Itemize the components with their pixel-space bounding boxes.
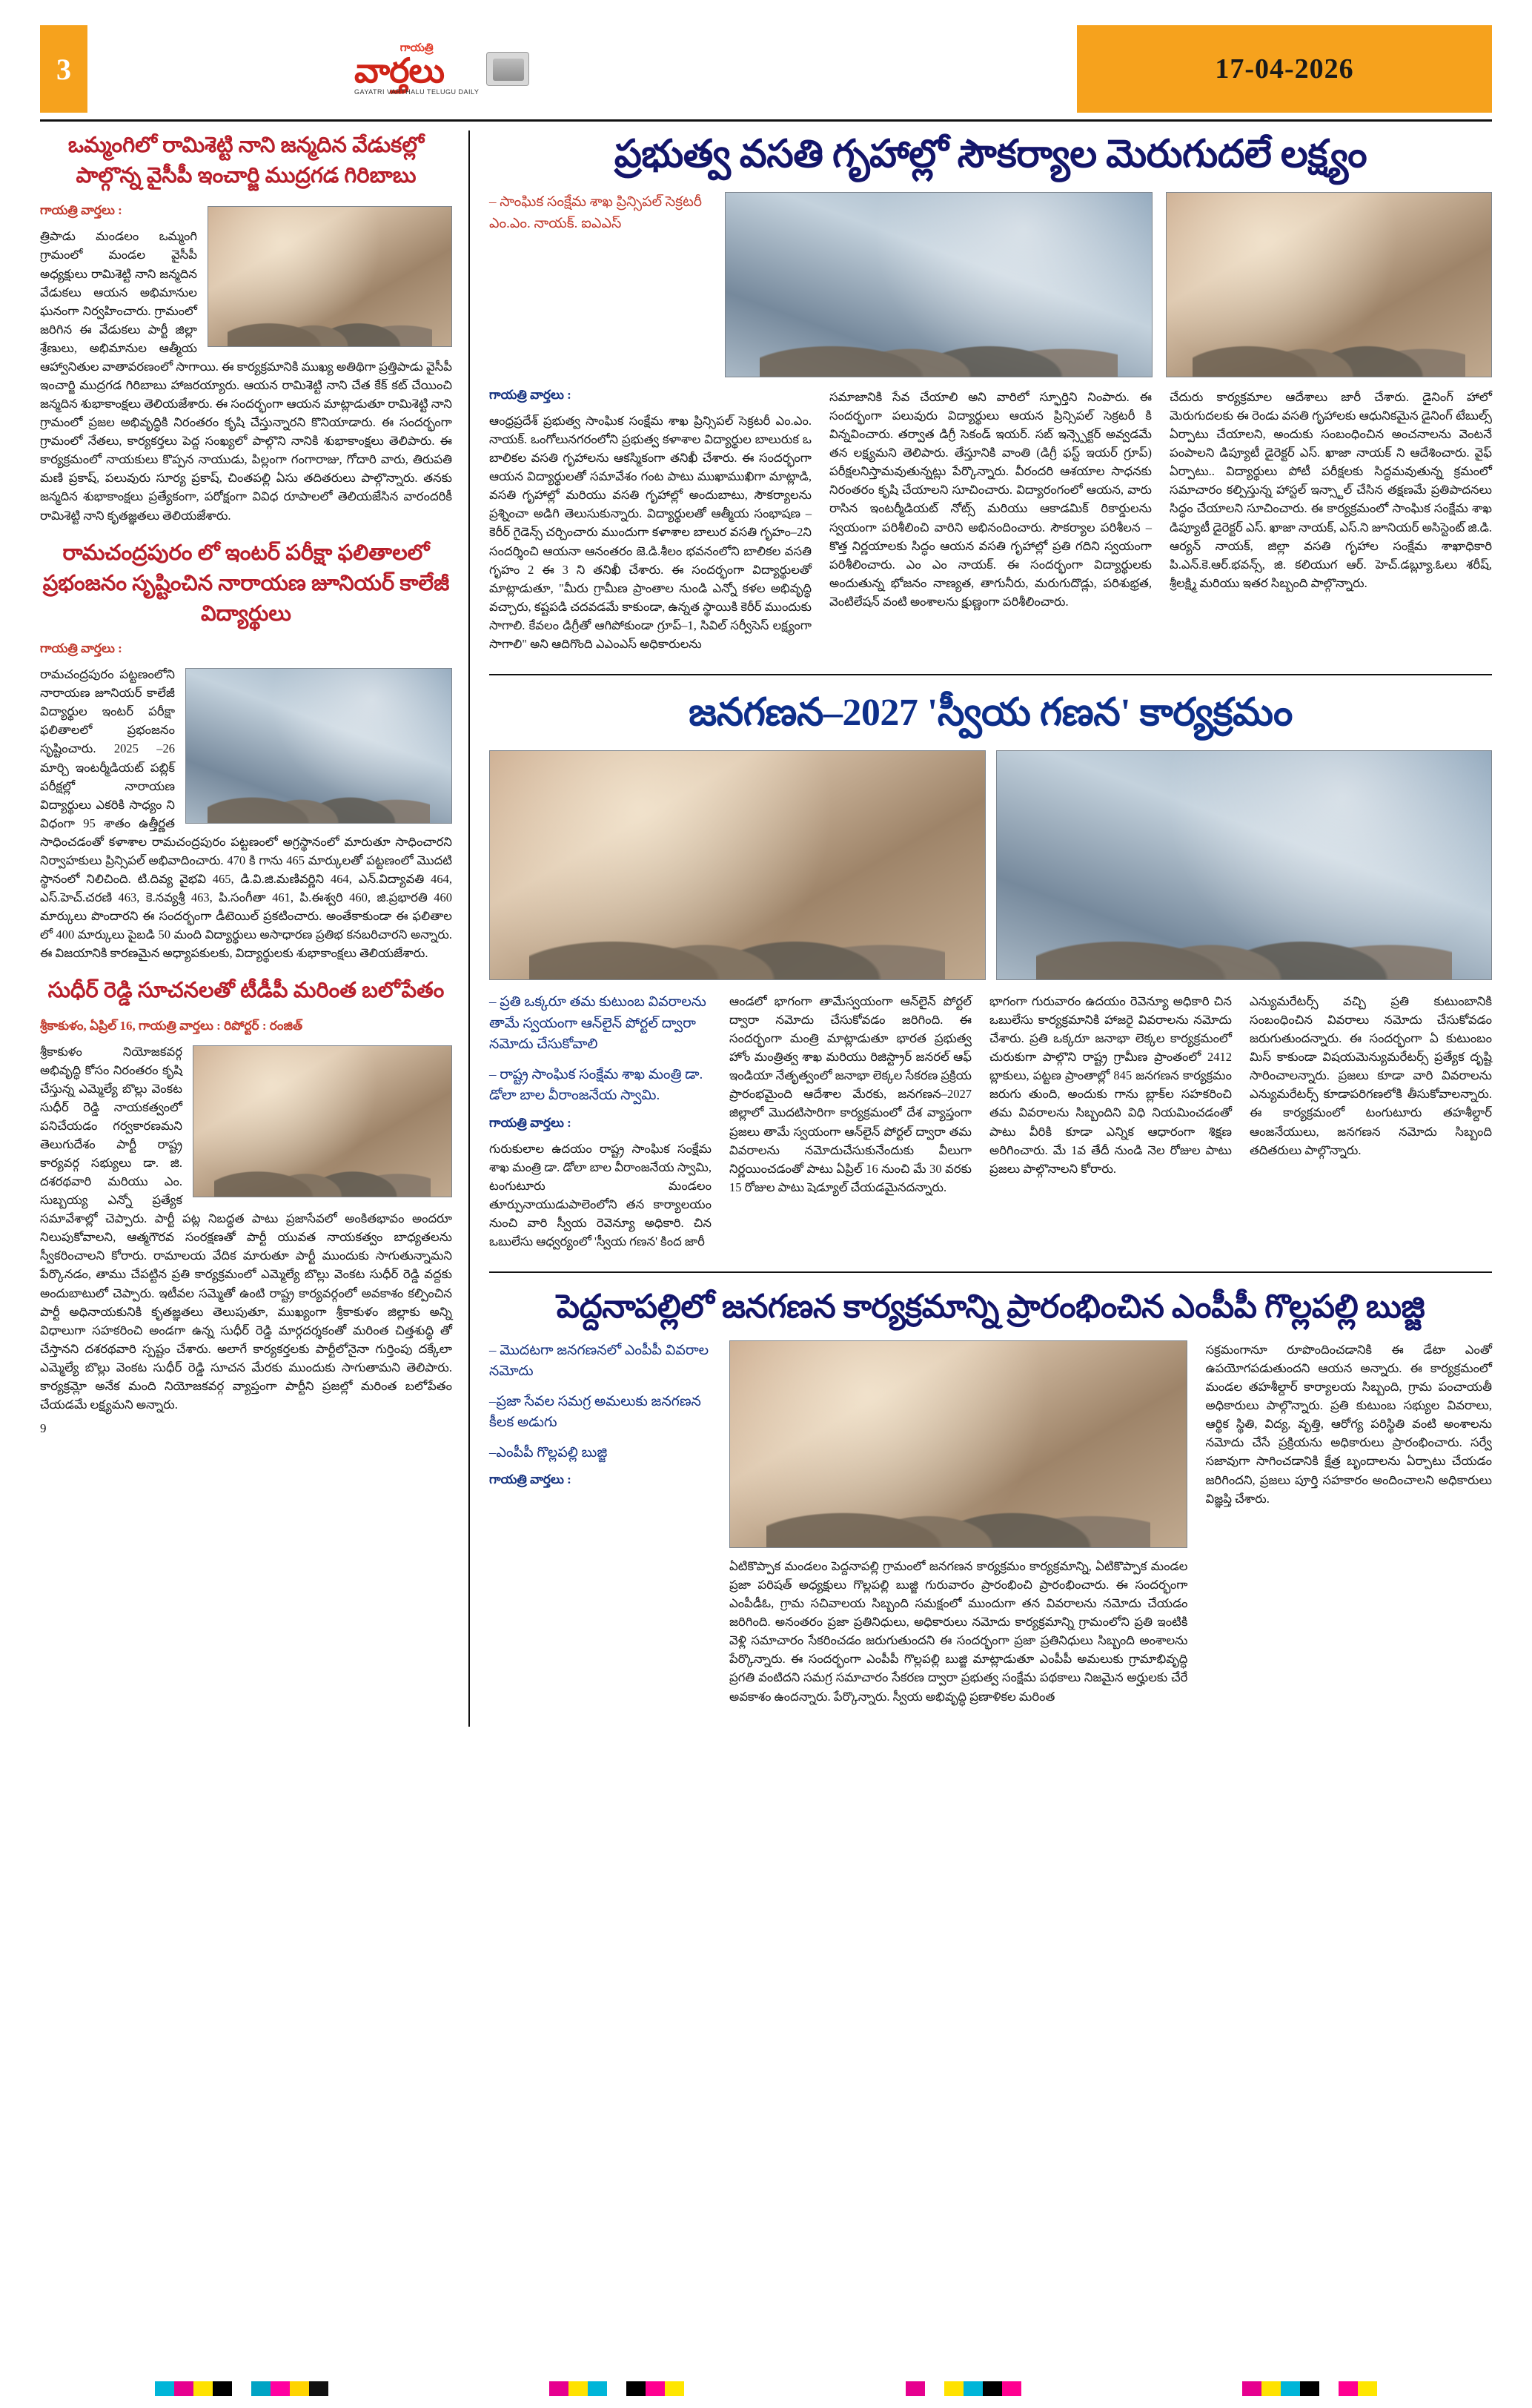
color-swatch <box>646 2381 665 2396</box>
color-swatch <box>1002 2381 1021 2396</box>
colorbar-group-4 <box>1242 2381 1377 2396</box>
census-credit: గాయత్రి వార్తలు : <box>489 1115 571 1130</box>
left-column <box>40 130 470 1727</box>
logo-top-text: గాయత్రి <box>399 42 434 54</box>
article-census-2027 <box>489 689 1492 1258</box>
main-photo-2 <box>1166 192 1492 377</box>
mpp-headline: పెద్దనాపల్లిలో జనగణన కార్యక్రమాన్ని ప్రారంభించిన ఎంపీపీ గొల్లపల్లి బుజ్జి <box>556 1288 1425 1325</box>
logo-main-text: వార్తలు <box>354 51 445 90</box>
census-body-col1: గురుకులాల ఉదయం రాష్ట్ర సాంఘిక సంక్షేమ శాఖ మంత్రి డా. డోలా బాల వీరాంజనేయ స్వామి, టంగుటూరు మండలం తూర్పునాయుడుపాలెంలోని తన కార్యాలయం నుంచి వారి స్వీయ రెవెన్యూ అధికారి. చిన ఒబులేసు ఆధ్వర్యంలో 'స్వీయ గణన' కింద జారీ <box>489 1141 712 1248</box>
census-body-col2: ఆండలో భాగంగా తామేస్వయంగా ఆన్‌లైన్ పోర్టల్ ద్వారా నమోదు చేసుకోవడం జరిగింది. ఈ సందర్భంగా మంత్రి మాట్లాడుతూ భారత ప్రభుత్వ హోం మంత్రిత్వ శాఖ మరియు రిజిస్ట్రార్ జనరల్ ఆఫ్ ఇండియా నేతృత్వంలో జనాభా లెక్కల సేకరణ ప్రక్రియ ప్రారంభమైంది ఆదేశాల మేరకు, జనగణన–2027 జిల్లాలో మొదటిసారిగా కార్యక్రమంలో దేశ వ్యాప్తంగా ప్రజలు తామే స్వయంగా ఆన్‌లైన్ పోర్టల్ ద్వారా తమ వివరాలను నమోదుచేసుకునేందుకు వీలుగా నిర్ణయించడంతో పాటు ఏప్రిల్ 16 నుంచి మే 30 వరకు 15 రోజుల పాటు షెడ్యూల్ చేయడమైనదన్నారు. <box>729 994 972 1194</box>
color-swatch <box>1261 2381 1281 2396</box>
color-swatch <box>1242 2381 1261 2396</box>
article-hostel-facilities <box>489 130 1492 661</box>
masthead-logo <box>87 25 1077 113</box>
article1-photo <box>208 206 452 347</box>
color-swatch <box>251 2381 271 2396</box>
main-credit: గాయత్రి వార్తలు : <box>489 388 571 402</box>
census-photo-2 <box>996 750 1493 980</box>
color-calibration-bars <box>0 2381 1532 2396</box>
color-swatch <box>213 2381 232 2396</box>
mpp-body-col1: ఏటికొప్పాక మండలం పెద్దనాపల్లి గ్రామంలో జనగణన కార్యక్రమం కార్యక్రమాన్ని, ఏటికొప్పాక మండల ప్రజా పరిషత్ అధ్యక్షులు గొల్లపల్లి బుజ్జి గురువారం ప్రారంభించి ప్రారంభించారు. ఈ సందర్భంగా ఎంపీడీఓ, గ్రామ సచివాలయ సిబ్బంది సమక్షంలో ముందుగా తన వివరాలను నమోదు చేయడం జరిగింది. అనంతరం ప్రజా ప్రతినిధులు, అధికారులు నమోదు కార్యక్రమాన్ని గ్రామంలోని ప్రతి ఇంటికి వెళ్లి సమాచారం సేకరించడం జరుగుతుందని ఈ సందర్భంగా ప్రజా ప్రతినిధులు సిబ్బంది అంశాలను పేర్కొన్నారు. ఈ సందర్భంగా ఎంపీపీ గొల్లపల్లి బుజ్జి మాట్లాడుతూ ఎంపీపీ అమలుకు గ్రామాభివృద్ధి ప్రగతి వంటిదని సమగ్ర సమాచారం సేకరణ ద్వారా ప్రభుత్వ సంక్షేమ పథకాలు నిజమైన అర్హులకు చేరే అవకాశం ఉందన్నారు. పేర్కొన్నారు. స్వీయ అభివృద్ధి ప్రణాళికల మరింత <box>729 1558 1188 1704</box>
color-swatch <box>174 2381 193 2396</box>
color-swatch <box>1358 2381 1377 2396</box>
article1-body: త్రిపాడు మండలం ఒమ్మంగి గ్రామంలో మండల వైసీపీ అధ్యక్షులు రామిశెట్టి నాని జన్మదిన వేడుకలు ఆయన అభిమానుల ఘనంగా నిర్వహించారు. గ్రామంలో జరిగిన ఈ వేడుకలు పార్టీ జిల్లా శ్రేణులు, అభిమానుల ఆత్మీయ ఆహ్వానితుల వాతావరణంలో సాగాయి. ఈ కార్యక్రమానికి ముఖ్య అతిథిగా ప్రత్తిపాడు వైసీపీ ఇంచార్జి ముద్రగడ గిరిబాబు హాజరయ్యారు. ఆయన రామిశెట్టి నాని చేత కేక్ కట్ చేయించి జన్మదిన శుభాకాంక్షలు తెలియజేశారు. ఈ సందర్భంగా ఆయన మాట్లాడుతూ రామిశెట్టి నాని గ్రామంలో ప్రజల అభివృద్ధికి నిరంతరం కృషి చేస్తున్నారని కొనియాడారు. ఈ సందర్భంగా గ్రామంలో నేతలు, కార్యకర్తలు పెద్ద సంఖ్యలో పాల్గొని నానికి శుభాకాంక్షలు తెలిపారు. ఈ కార్యక్రమంలో నాయకులు కొప్పన నాయుడు, పిల్లంగా గంగారాజు, గోదారి వారు, తిరుపతి మణి ప్రకాష్, పలువురు సూర్య ప్రకాష్, చింతపల్లి ఏసు తదితరులు పాల్గొన్నారు. తనకు జన్మదిన శుభాకాంక్షలు ప్రత్యేకంగా, పరోక్షంగా వివిధ రూపాలలో తెలియజేసిన వారందరికీ రామిశెట్టి నాని కృతజ్ఞతలు తెలియజేశారు. <box>40 229 452 523</box>
census-photos <box>489 750 1492 980</box>
article3-credit: శ్రీకాకుళం, ఏప్రిల్ 16, గాయత్రి వార్తలు : రిపోర్టర్ : రంజిత్ <box>40 1018 303 1033</box>
page-number: 3 <box>40 25 87 113</box>
article-narayana-results <box>40 538 452 963</box>
color-swatch <box>906 2381 925 2396</box>
right-column <box>470 130 1492 1727</box>
color-swatch <box>232 2381 251 2396</box>
color-swatch <box>665 2381 684 2396</box>
main-body-col2: సమాజానికి సేవ చేయాలి అని వారిలో స్ఫూర్తిని నింపారు. ఈ సందర్భంగా పలువురు విద్యార్థులు ఆయన ప్రిన్సిపల్ సెక్రటరీ కి విన్నవించారు. తర్వాత డిగ్రీ సెకండ్ ఇయర్. సబ్ ఇన్స్పెక్టర్ అవ్వడమే తన లక్ష్యమని తెలిపారు. తేస్తూనికి వాంతి (డిగ్రీ ఫస్ట్ ఇయర్ గ్రూప్) పరీక్షలనిస్తామవుతున్నట్లు పేర్కొన్నారు. వీరందరి ఆశయాల సాధనకు నిరంతరం కృషి చేయాలని సూచించారు. విద్యారంగంలో ఆయన, వారు రాసిన ఇంటర్మీడియట్ నోట్స్ మరియు ఆకాడమిక్ రికార్డులను స్వయంగా పరిశీలించి వారిని అభినందించారు. సౌకర్యాల పరిశీలన – కొత్త నిర్ణయాలకు సిద్ధం ఆయన వసతి గృహాల్లో ప్రతి గదిని స్వయంగా పరిశీలించారు. ఎం ఎం నాయక్. ఈ సందర్భంగా విద్యార్థులకు అందుతున్న భోజనం నాణ్యత, తాగునీరు, మరుగుదొడ్లు, పరిశుభ్రత, వెంటిలేషన్ వంటి అంశాలను క్షుణ్ణంగా పరిశీలించారు. <box>829 390 1152 609</box>
census-body-col4: ఎన్యుమరేటర్స్ వచ్చి ప్రతి కుటుంబానికి సంబంధించిన వివరాలు నమోదు చేసుకోవడం జరుగుతుందన్నారు. ఈ సందర్భంగా ఏ కుటుంబం మిస్ కాకుండా విషయమెన్యుమరేటర్స్ ప్రత్యేక దృష్టి సారించాలన్నారు. ప్రజలు కూడా వారి వివరాలను ఎన్యుమరేటర్స్ కూడాపరిగణలోకి తీసుకోవాలన్నారు. ఈ కార్యక్రమంలో టంగుటూరు తహశీల్దార్ ఆంజనేయులు, జనగణన నమోదు సిబ్బంది తదితరులు పాల్గొన్నారు. <box>1250 994 1492 1157</box>
article2-headline: రామచంద్రపురం లో ఇంటర్ పరీక్షా ఫలితాలలో ప్రభంజనం సృష్టించిన నారాయణ జూనియర్ కాలేజీ విద్యార్థులు <box>42 540 450 626</box>
mpp-byline-2: –ప్రజా సేవల సమగ్ర అమలుకు జనగణన కీలక అడుగు <box>489 1393 701 1431</box>
logo-subtitle: GAYATRI VARTHALU TELUGU DAILY <box>354 87 480 96</box>
page-content <box>40 130 1492 1727</box>
color-swatch <box>964 2381 983 2396</box>
main-headline: ప్రభుత్వ వసతి గృహాల్లో సౌకర్యాల మెరుగుదలే లక్ష్యం <box>614 133 1367 176</box>
section-divider-2 <box>489 1271 1492 1273</box>
color-swatch <box>925 2381 944 2396</box>
color-swatch <box>568 2381 588 2396</box>
color-swatch <box>607 2381 626 2396</box>
color-swatch <box>1300 2381 1319 2396</box>
color-swatch <box>271 2381 290 2396</box>
mpp-photo <box>729 1340 1187 1548</box>
color-swatch <box>155 2381 174 2396</box>
main-photo-1 <box>725 192 1153 377</box>
article3-body: శ్రీకాకుళం నియోజకవర్గ అభివృద్ధి కోసం నిరంతరం కృషి చేస్తున్న ఎమ్మెల్యే బొల్లు వెంకట సుధీర్ రెడ్డి నాయకత్వంలో పనిచేయడం గర్వకారణమని తెలుగుదేశం పార్టీ రాష్ట్ర కార్యవర్గ సభ్యులు డా. జి. దశరథవారి మరియు ఎం. సుబ్బయ్య ఎన్నో ప్రత్యేక సమావేశాల్లో చెప్పారు. పార్టీ పట్ల నిబద్ధత పాటు ప్రజాసేవలో అంకితభావం అందరూ నిలుపుకోవాలని, ఆత్మగౌరవ సంరక్షణతో పార్టీ యువత నాయకత్వం బాధ్యతలను స్వీకరించాలని కోరారు. రామాలయ వేదిక మారుతూ పార్టీ ముందుకు సాగుతున్నామని పేర్కొనడం, తాము చేపట్టిన ప్రతి కార్యక్రమంలో ఎమ్మెల్యే బొల్లు వెంకట సుధీర్ రెడ్డి వద్దకు అందుబాటులో చెప్పారు. ఇటీవల సమ్మెతో ఉంటి రాష్ట్ర కార్యవర్గంలో అవకాశం కల్పించిన పార్టీ అధినాయకునికి కృతజ్ఞతలు తెలుపుతూ, ముఖ్యంగా శ్రీకాకుళం జిల్లాకు అన్ని విధాలుగా సహకరించి అండగా ఉన్న సుధీర్ రెడ్డి మార్గదర్శకంతో మరింత చిత్తశుద్ధి తో చేస్తానని దశరథవారి స్పష్టం చేశారు. అలాగే కార్యకర్తలకు పార్టీలోనైనా గుర్తింపు దక్కేలా ఎమ్మెల్యే బొల్లు వెంకట సుధీర్ రెడ్డి సూచన మేరకు ముందుకు సాగుతామని తెలిపారు. కార్యక్రమ్లో అనేక మంది నియోజకవర్గ వ్యాప్తంగా పార్టీని ప్రజల్లో మరింత బలోపేతం చేయడమే లక్ష్యమని అన్నారు. <box>40 1044 452 1412</box>
mpp-byline-1: – మొదటగా జనగణనలో ఎంపీపీ వివరాల నమోదు <box>489 1342 709 1380</box>
color-swatch <box>1339 2381 1358 2396</box>
color-swatch <box>290 2381 309 2396</box>
census-headline: జనగణన–2027 'స్వీయ గణన' కార్యక్రమం <box>689 692 1293 735</box>
color-swatch <box>549 2381 568 2396</box>
color-swatch <box>1319 2381 1339 2396</box>
colorbar-group-1 <box>155 2381 328 2396</box>
article3-photo <box>193 1045 452 1197</box>
mpp-credit: గాయత్రి వార్తలు : <box>489 1472 571 1487</box>
colorbar-group-2 <box>549 2381 684 2396</box>
article2-body: రామచంద్రపురం పట్టణంలోని నారాయణ జూనియర్ కాలేజీ విద్యార్థుల ఇంటర్ పరీక్షా ఫలితాలలో ప్రభంజనం సృష్టించారు. 2025 –26 మార్చి ఇంటర్మీడియట్ పబ్లిక్ పరీక్షల్లో నారాయణ విద్యార్థులు ఎకరికి సాధ్యం ని విధంగా 95 శాతం ఉత్తీర్ణత సాధించడంతో కళాశాల రామచంద్రపురం పట్టణంలో అగ్రస్థానంలో మారుతూ సాధించారని నిర్వాహకులు ప్రిన్సిపల్ అభివాదించారు. 470 కి గాను 465 మార్కులతో పట్టణంలో మొదటి స్థానంలో నిలిచింది. టి.దివ్య వైభవి 465, డి.వి.జి.మణివర్ణిని 464, ఎన్.విద్యావతి 464, ఎస్.హెచ్.చరణి 463, కె.నవ్యశ్రీ 463, పి.సంగీతా 461, పి.ఈశ్వరి 460, జి.ప్రభారతి 460 మార్కులు పొందారని ఈ సందర్భంగా డీటెయిల్ ప్రకటించారు. అంతేకాకుండా ఈ ఫలితాల లో 400 మార్కులు పైబడి 50 మంది విద్యార్థులు అసాధారణ ప్రతిభ కనబరిచారని అన్నారు. ఈ విజయానికి కారణమైన అధ్యాపకులకు, విద్యార్థులకు శుభాకాంక్షలు తెలియజేశారు. <box>40 667 452 961</box>
mpp-byline-3: –ఎంపీపీ గొల్లపల్లి బుజ్జి <box>489 1444 608 1461</box>
color-swatch <box>309 2381 328 2396</box>
article-peddanapalli-census <box>489 1286 1492 1713</box>
color-swatch <box>1281 2381 1300 2396</box>
article3-page-foot: 9 <box>40 1421 47 1436</box>
census-body-col3: భాగంగా గురువారం ఉదయం రెవెన్యూ అధికారి చిన ఒబులేసు కార్యక్రమానికి హాజరై వివరాలను నమోదు చేశారు. ప్రతి ఒక్కరూ జనాభా లెక్కల కార్యక్రమంలో చురుకుగా పాల్గొని రాష్ట్ర గ్రామీణ ప్రాంతంలో 2412 బ్లాకులు, పట్టణ ప్రాంతాల్లో 845 జనగణన కార్యక్రమం జరుగు తుంది, అందుకు గాను బ్లాక్‌ల సహకరించి తమ వివరాలను సిబ్బందిని విధి నియమించడంతో పాటు వీరికి కూడా ఎన్నిక ఆధారంగా శిక్షణ అరిగించారు. మే 1వ తేదీ నుండి నెల రోజుల పాటు ప్రజలు పాల్గొనాలని కోరారు. <box>989 994 1232 1176</box>
masthead-divider <box>40 119 1492 122</box>
article2-photo <box>185 668 452 824</box>
issue-date: 17-04-2026 <box>1077 25 1492 113</box>
color-swatch <box>588 2381 607 2396</box>
census-byline-1: – ప్రతి ఒక్కరూ తమ కుటుంబ వివరాలను తామే స్వయంగా ఆన్‌లైన్ పోర్టల్ ద్వారా నమోదు చేసుకోవాలి <box>489 994 706 1053</box>
main-body-col1: ఆంధ్రప్రదేశ్ ప్రభుత్వ సాంఘిక సంక్షేమ శాఖ ప్రిన్సిపల్ సెక్రటరీ ఎం.ఎం. నాయక్. ఒంగోలునగరంలోని ప్రభుత్వ కళాశాల విద్యార్థుల బాలురుక ఒ బాలికల వసతి గృహాలను ఆకస్మికంగా తనిఖీ చేశారు. ఈ సందర్భంగా ఆయన విద్యార్థులతో సమావేశం గంట పాటు ముఖాముఖిగా మాట్లాడి, వసతి గృహాల్లో మరియు వసతి గృహాల్లో అందుబాటు, సౌకర్యాలను ప్రశ్నించా అడిగి తెలుసుకున్నారు. విద్యార్థులతో ఆత్మీయ సంభాషణ – కెరీర్ గైడెన్స్ చర్చించారు ముందుగా కళాశాల బాలుర వసతి గృహం–2ని సందర్శించి ఆయనా ఆనంతరం జె.డి.శీలం భవనంలోని బాలికల వసతి గృహం 2 ఈ 3 ని తనిఖీ చేశారు. ఈ సందర్భంగా విద్యార్థులతో మాట్లాడుతూ, "మీరు గ్రామీణ ప్రాంతాల నుండి ఎన్నో కళల అభివృద్ధి వచ్చారు, కష్టపడి చదవడమే కాకుండా, ఉన్నత స్థాయికి కెరీర్ ముందుకు సాగాలి. కేవలం డిగ్రీతో ఆగిపోకుండా గ్రూప్–1, సివిల్ సర్వీసెస్ లక్ష్యంగా సాగాలి" అని ఆదిగొంది ఎఎంఎస్ అధికారులను <box>489 414 812 651</box>
logo-emblem-icon <box>486 52 529 86</box>
masthead <box>40 25 1492 113</box>
main-byline: – సాంఘిక సంక్షేమ శాఖ ప్రిన్సిపల్ సెక్రటరీ ఎం.ఎం. నాయక్. ఐఎఎస్ <box>489 194 703 231</box>
color-swatch <box>983 2381 1002 2396</box>
color-swatch <box>626 2381 646 2396</box>
main-body-col3: చేదురు కార్యక్రమాల ఆదేశాలు జారీ చేశారు. డైనింగ్ హాలో మెరుగుదలకు ఈ రెండు వసతి గృహాలకు ఆధునికమైన డైనింగ్ టేబుల్స్ ఏర్పాటు చేయాలని, అందుకు సంబంధించిన అంచనాలను వెంటనే పంపాలని డిప్యూటీ డైరెక్టర్ ఎస్. ఖాజా నాయక్ ని ఆదేశించారు. వైఫ్ ఏర్పాటు.. విద్యార్థులు పోటీ పరీక్షలకు సిద్ధమవుతున్న క్రమంలో సమాచారం కల్పిస్తున్న హాస్టల్ ఇన్స్టాల్ చేసిన తక్షణమే ప్రతిపాదనలు సిద్ధం చేయాలని సూచించారు. ఈ కార్యక్రమంలో సాంఘిక సంక్షేమ శాఖ డిప్యూటీ డైరెక్టర్ ఎస్. ఖాజా నాయక్, ఎస్.ని జూనియర్ అసిస్టెంట్ జి.డి. ఆర్యన్ నాయక్, జిల్లా వసతి గృహాల సంక్షేమ శాఖాధికారి పి.ఎన్.కె.ఆర్.భవన్స్, జి. కలియుగ ఆర్. హెచ్.డబ్ల్యూ.ఓలు శరీష్, శ్రీలక్ష్మి మరియు ఇతర సిబ్బంది పాల్గొన్నారు. <box>1170 390 1492 590</box>
article-ramishetti-birthday <box>40 130 452 525</box>
mpp-body-col2: సక్రమంగానూ రూపొందించడానికి ఈ డేటా ఎంతో ఉపయోగపడుతుందని ఆయన అన్నారు. ఈ కార్యక్రమంలో మండల తహశీల్దార్ కార్యాలయ సిబ్బంది, గ్రామ పంచాయతీ అధికారులు పాల్గొన్నారు. ప్రతి కుటుంబ సభ్యుల వివరాలు, ఆర్థిక స్థితి, విద్య, వృత్తి, ఆరోగ్య పరిస్థితి వంటి అంశాలను నమోదు చేసే ప్రక్రియను అధికారులు ప్రారంభించారు. సర్వే సజావుగా సాగించడానికి క్షేత్ర బృందాలను ఏర్పాటు చేయడం జరిగిందని, ప్రజలు పూర్తి సహకారం అందించాలని అధికారులు విజ్ఞప్తి చేశారు. <box>1205 1342 1492 1506</box>
section-divider-1 <box>489 674 1492 675</box>
color-swatch <box>193 2381 213 2396</box>
article-sudhir-reddy-tdp <box>40 976 452 1436</box>
article2-credit: గాయత్రి వార్తలు : <box>40 641 122 656</box>
article1-headline: ఒమ్మంగిలో రామిశెట్టి నాని జన్మదిన వేడుకల్లో పాల్గొన్న వైసీపీ ఇంచార్జి ముద్రగడ గిరిబాబు <box>67 133 425 188</box>
article1-credit: గాయత్రి వార్తలు : <box>40 203 122 218</box>
article3-headline: సుధీర్ రెడ్డి సూచనలతో టీడీపీ మరింత బలోపేతం <box>47 979 445 1003</box>
census-photo-1 <box>489 750 986 980</box>
color-swatch <box>944 2381 964 2396</box>
census-byline-2: – రాష్ట్ర సాంఘిక సంక్షేమ శాఖ మంత్రి డా. డోలా బాల వీరాంజనేయ స్వామి. <box>489 1066 703 1104</box>
colorbar-group-3 <box>906 2381 1021 2396</box>
